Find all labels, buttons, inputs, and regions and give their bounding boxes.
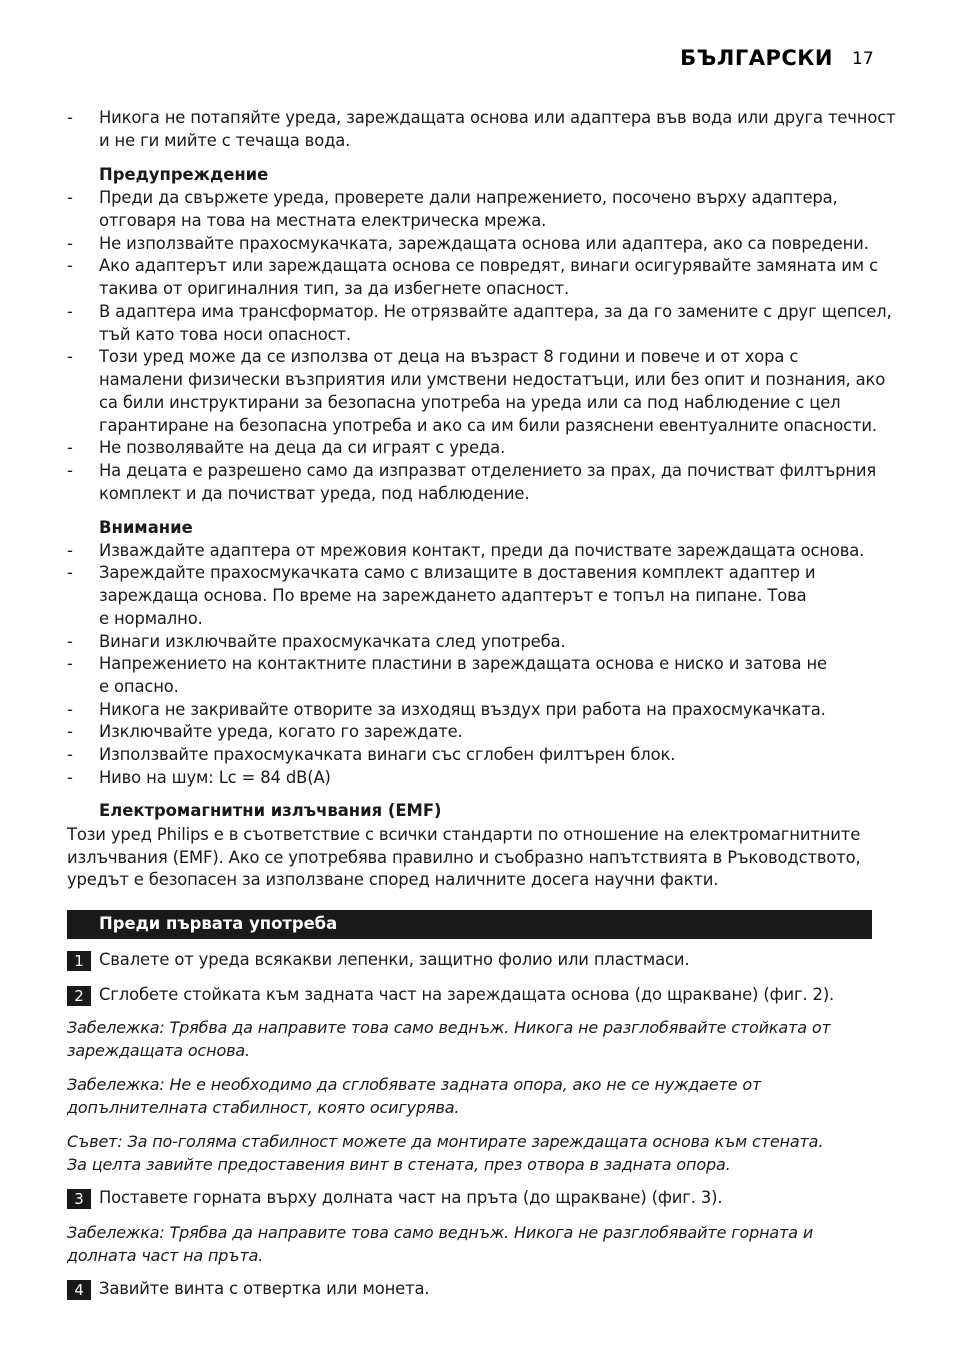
text-line: В адаптера има трансформатор. Не отрязвайте адаптера, за да го замените с друг щепсел, [99,302,892,321]
bullet-dash: - [67,234,73,253]
note-line: долната част на пръта. [67,1246,264,1265]
bullet-dash: - [67,108,73,127]
bullet-dash: - [67,347,73,366]
step-text: Сглобете стойката към задната част на зареждащата основа (до щракване) (фиг. 2). [99,985,835,1004]
warning-heading: Предупреждение [99,165,269,184]
step-text: Завийте винта с отвертка или монета. [99,1279,430,1298]
tip-line: За целта завийте предоставения винт в стената, през отвора в задната опора. [67,1155,731,1174]
caution-heading: Внимание [99,518,193,537]
bullet-dash: - [67,745,73,764]
note-line: Забележка: Трябва да направите това само веднъж. Никога не разглобявайте горната и [67,1223,814,1242]
note-line: Забележка: Трябва да направите това само веднъж. Никога не разглобявайте стойката от [67,1018,831,1037]
step-number: 4 [67,1280,91,1300]
text-line: комплект и да почистват уреда, под наблюдение. [99,484,530,503]
section-title: Преди първата употреба [99,914,338,933]
text-line: отговаря на това на местната електрическа мрежа. [99,211,547,230]
step-text: Свалете от уреда всякакви лепенки, защитно фолио или пластмаси. [99,950,690,969]
page-number: 17 [852,49,874,69]
bullet-dash: - [67,302,73,321]
text-line: е нормално. [99,609,203,628]
text-line: Никога не закривайте отворите за изходящ въздух при работа на прахосмукачката. [99,700,826,719]
bullet-dash: - [67,700,73,719]
text-line: намалени физически възприятия или умствени недостатъци, или без опит и познания, ако [99,370,886,389]
text-line: тъй като това носи опасност. [99,325,351,344]
section-header-bar [67,910,872,939]
text-line: уредът е безопасен за използване според наличните досега научни факти. [67,870,719,889]
text-line: и не ги мийте с течаща вода. [99,131,351,150]
language-header: БЪЛГАРСКИ [680,46,833,70]
text-line: е опасно. [99,677,179,696]
text-line: Преди да свържете уреда, проверете дали напрежението, посочено върху адаптера, [99,188,838,207]
bullet-dash: - [67,438,73,457]
bullet-dash: - [67,256,73,275]
note-line: Забележка: Не е необходимо да сглобявате задната опора, ако не се нуждаете от [67,1075,762,1094]
bullet-dash: - [67,461,73,480]
text-line: зареждаща основа. По време на зареждането адаптерът е топъл на пипане. Това [99,586,807,605]
bullet-dash: - [67,188,73,207]
text-line: Използвайте прахосмукачката винаги със сглобен филтърен блок. [99,745,676,764]
step-number: 1 [67,951,91,971]
bullet-dash: - [67,632,73,651]
emf-heading: Електромагнитни излъчвания (EMF) [99,801,442,820]
note-line: зареждащата основа. [67,1041,250,1060]
note-line: допълнителната стабилност, която осигурява. [67,1098,460,1117]
text-line: Никога не потапяйте уреда, зареждащата основа или адаптера във вода или друга течност [99,108,896,127]
step-number: 2 [67,986,91,1006]
bullet-dash: - [67,768,73,787]
text-line: Този уред може да се използва от деца на възраст 8 години и повече и от хора с [99,347,799,366]
text-line: Този уред Philips е в съответствие с всички стандарти по отношение на електромагнитните [67,825,861,844]
text-line: гарантиране на безопасна употреба и ако са им били разяснени евентуалните опасности. [99,416,877,435]
step-number: 3 [67,1189,91,1209]
text-line: Ако адаптерът или зареждащата основа се повредят, винаги осигурявайте замяната им с [99,256,878,275]
text-line: Изваждайте адаптера от мрежовия контакт, преди да почиствате зареждащата основа. [99,541,865,560]
text-line: излъчвания (EMF). Ако се употребява правилно и съобразно напътствията в Ръководството, [67,848,861,867]
text-line: Изключвайте уреда, когато го зареждате. [99,722,463,741]
text-line: Не позволявайте на деца да си играят с уреда. [99,438,506,457]
text-line: Напрежението на контактните пластини в зареждащата основа е ниско и затова не [99,654,827,673]
text-line: такива от оригиналния тип, за да избегнете опасност. [99,279,570,298]
bullet-dash: - [67,654,73,673]
step-text: Поставете горната върху долната част на пръта (до щракване) (фиг. 3). [99,1188,723,1207]
bullet-dash: - [67,541,73,560]
text-line: Ниво на шум: Lc = 84 dB(A) [99,768,331,787]
bullet-dash: - [67,722,73,741]
tip-line: Съвет: За по-голяма стабилност можете да монтирате зареждащата основа към стената. [67,1132,824,1151]
text-line: са били инструктирани за безопасна употреба на уреда или са под наблюдение с цел [99,393,841,412]
text-line: На децата е разрешено само да изпразват отделението за прах, да почистват филтърния [99,461,877,480]
bullet-dash: - [67,563,73,582]
text-line: Зареждайте прахосмукачката само с влизащите в доставения комплект адаптер и [99,563,816,582]
text-line: Не използвайте прахосмукачката, зареждащата основа или адаптера, ако са повредени. [99,234,869,253]
text-line: Винаги изключвайте прахосмукачката след употреба. [99,632,566,651]
